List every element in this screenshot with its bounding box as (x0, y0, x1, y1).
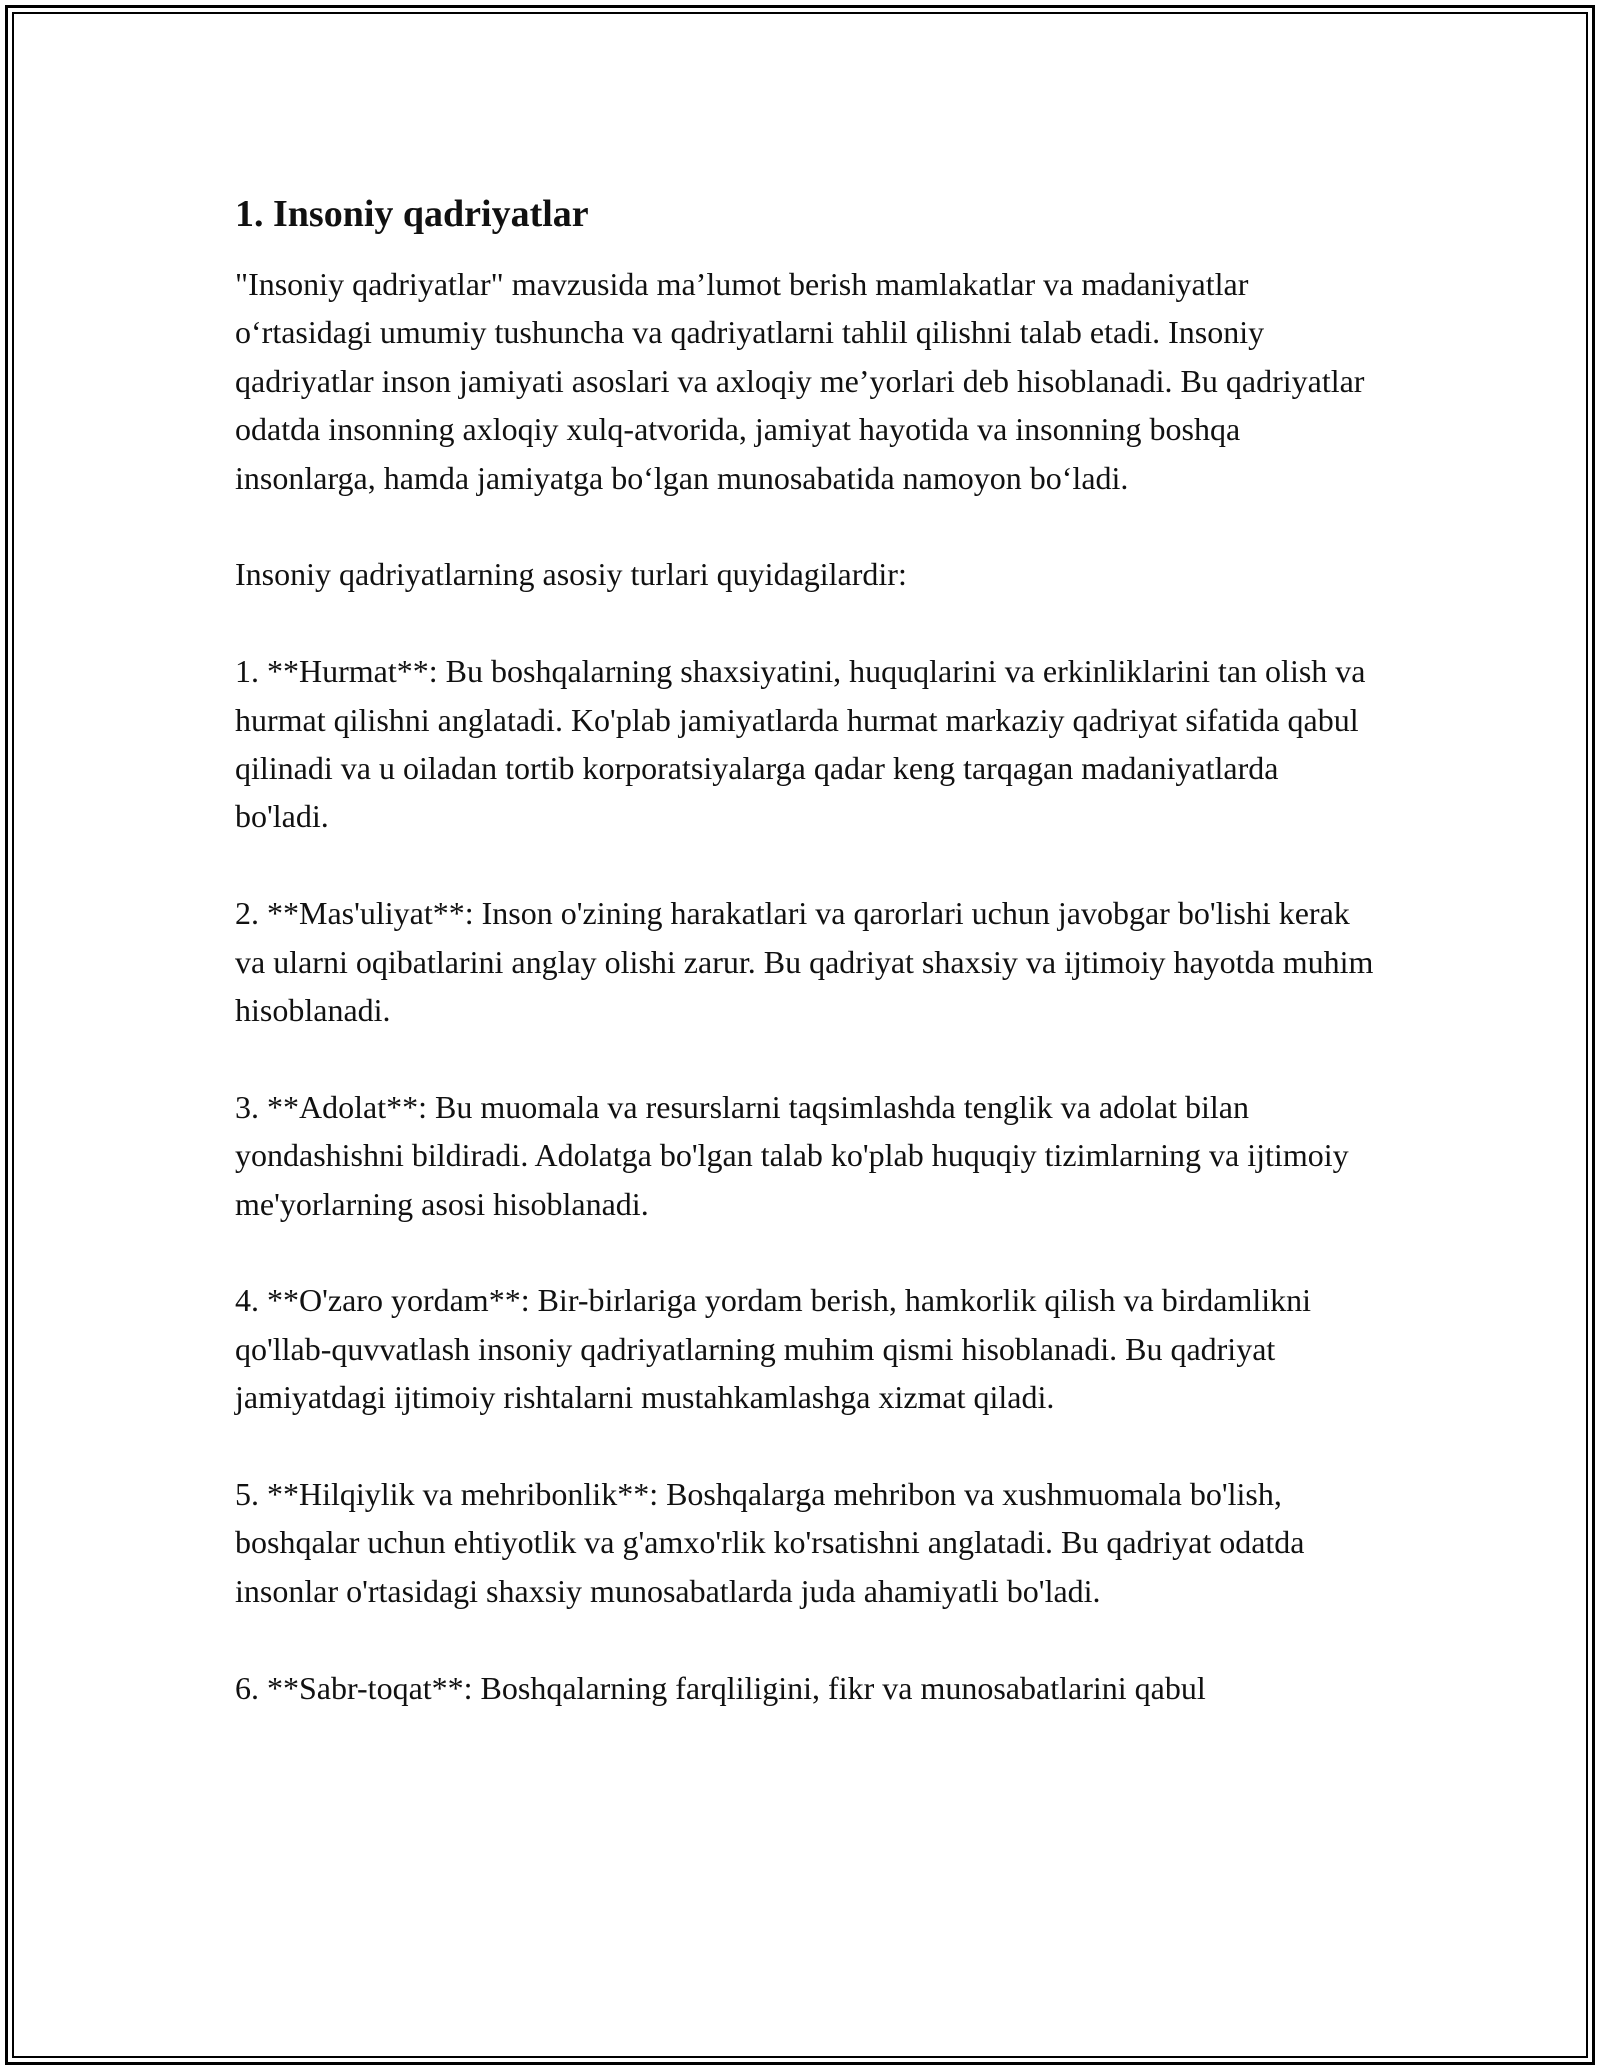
section-title: 1. Insoniy qadriyatlar (235, 193, 589, 235)
list-lead-paragraph: Insoniy qadriyatlarning asosiy turlari quyidagilardir: (235, 556, 907, 593)
list-item-masuliyat: 2. **Mas'uliyat**: Inson o'zining harakatlari va qarorlari uchun javobgar bo'lishi kerak va ularni oqibatlarini anglay olishi zarur. Bu qadriyat shaxsiy va ijtimoiy hayotda muhim hisoblanadi. (235, 895, 1374, 1029)
list-item-adolat: 3. **Adolat**: Bu muomala va resurslarni taqsimlashda tenglik va adolat bilan yondashishni bildiradi. Adolatga bo'lgan talab ko'plab huquqiy tizimlarning va ijtimoiy me'yorlarning asosi hisoblanadi. (235, 1088, 1349, 1222)
list-item-ozaro-yordam: 4. **O'zaro yordam**: Bir-birlariga yordam berish, hamkorlik qilish va birdamlikni qo'llab-quvvatlash insoniy qadriyatlarning muhim qismi hisoblanadi. Bu qadriyat jamiyatdagi ijtimoiy rishtalarni mustahkamlashga xizmat qiladi. (235, 1282, 1311, 1416)
list-item-hurmat: 1. **Hurmat**: Bu boshqalarning shaxsiyatini, huquqlarini va erkinliklarini tan olish va hurmat qilishni anglatadi. Ko'plab jamiyatlarda hurmat markaziy qadriyat sifatida qabul qilinadi va u oiladan tortib korporatsiyalarga qadar keng tarqagan madaniyatlarda bo'ladi. (235, 653, 1366, 835)
intro-paragraph: "Insoniy qadriyatlar" mavzusida ma’lumot berish mamlakatlar va madaniyatlar o‘rtasidagi umumiy tushuncha va qadriyatlarni tahlil qilishni talab etadi. Insoniy qadriyatlar inson jamiyati asoslari va axloqiy me’yorlari deb hisoblanadi. Bu qadriyatlar odatda insonning axloqiy xulq-atvorida, jamiyat hayotida va insonning boshqa insonlarga, hamda jamiyatga bo‘lgan munosabatida namoyon bo‘ladi. (235, 266, 1365, 496)
document-body (235, 188, 1375, 1760)
list-item-hilqiylik: 5. **Hilqiylik va mehribonlik**: Boshqalarga mehribon va xushmuomala bo'lish, boshqalar uchun ehtiyotlik va g'amxo'rlik ko'rsatishni anglatadi. Bu qadriyat odatda insonlar o'rtasidagi shaxsiy munosabatlarda juda ahamiyatli bo'ladi. (235, 1476, 1305, 1609)
list-item-sabr-toqat: 6. **Sabr-toqat**: Boshqalarning farqliligini, fikr va munosabatlarini qabul (235, 1669, 1206, 1706)
